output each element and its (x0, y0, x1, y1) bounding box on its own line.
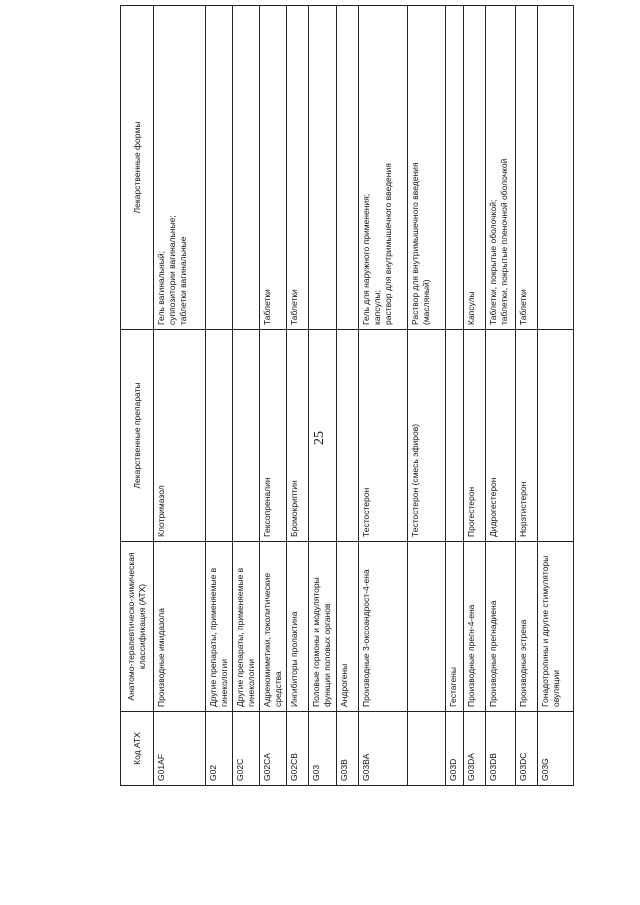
form-line: Таблетки (518, 289, 528, 325)
table-row (260, 6, 287, 786)
cell-forms (260, 6, 287, 330)
cell-code: G03 (309, 712, 337, 786)
table-row (359, 6, 408, 786)
rotated-table-container (120, 6, 604, 786)
cell-forms (464, 6, 486, 330)
form-line: Гель для наружного применения; (361, 193, 371, 325)
form-line: Таблетки (262, 289, 272, 325)
table-row (287, 6, 309, 786)
cell-forms (516, 6, 538, 330)
cell-classification: Производные прегнадиена (486, 542, 516, 712)
cell-code: G03DB (486, 712, 516, 786)
table-row (206, 6, 233, 786)
cell-drug (233, 330, 260, 542)
cell-classification: Производные имидазола (154, 542, 206, 712)
cell-code: G03BA (359, 712, 408, 786)
table-row (538, 6, 574, 786)
cell-classification: Производные 3-оксоандрост-4-ена (359, 542, 408, 712)
cell-drug: Норэтистерон (516, 330, 538, 542)
cell-classification: Половые гормоны и модуляторы функции половых органов (309, 542, 337, 712)
table-row (516, 6, 538, 786)
cell-code: G02 (206, 712, 233, 786)
table-header-row (121, 6, 154, 786)
cell-classification: Производные эстрена (516, 542, 538, 712)
table-row (486, 6, 516, 786)
cell-classification: Другие препараты, применяемые в гинекологии (206, 542, 233, 712)
cell-drug: Тестостерон (смесь эфиров) (408, 330, 446, 542)
cell-drug (309, 330, 337, 542)
table-row (309, 6, 337, 786)
cell-forms (206, 6, 233, 330)
cell-forms (287, 6, 309, 330)
cell-forms (408, 6, 446, 330)
table-row (446, 6, 464, 786)
cell-classification (408, 542, 446, 712)
cell-classification: Производные прегн-4-ена (464, 542, 486, 712)
table-row (408, 6, 446, 786)
cell-code: G02CA (260, 712, 287, 786)
cell-code: G01AF (154, 712, 206, 786)
cell-drug: Прогестерон (464, 330, 486, 542)
cell-classification: Гонадотропины и другие стимуляторы овуляции (538, 542, 574, 712)
cell-drug (337, 330, 359, 542)
cell-drug: Бромокриптин (287, 330, 309, 542)
cell-forms (233, 6, 260, 330)
cell-forms (538, 6, 574, 330)
cell-forms (154, 6, 206, 330)
form-line: суппозитории вагинальные; (167, 215, 177, 325)
form-line: таблетки, покрытые пленочной оболочкой (499, 158, 509, 325)
form-line: Гель вагинальный; (156, 251, 166, 325)
cell-code: G02C (233, 712, 260, 786)
cell-code: G03G (538, 712, 574, 786)
cell-classification: Адреномиметики, токолитические средства (260, 542, 287, 712)
header-classification: Анатомо-терапевтическо-химическая классификация (АТХ) (121, 542, 154, 712)
cell-forms (337, 6, 359, 330)
form-line: (масляный) (421, 279, 431, 325)
cell-classification: Ингибиторы пролактина (287, 542, 309, 712)
table-row (337, 6, 359, 786)
cell-code: G03D (446, 712, 464, 786)
cell-drug (206, 330, 233, 542)
cell-drug: Гексопреналин (260, 330, 287, 542)
cell-forms (486, 6, 516, 330)
form-line: Капсулы (466, 291, 476, 325)
cell-code: G03DA (464, 712, 486, 786)
form-line: капсулы; (372, 290, 382, 325)
cell-forms (446, 6, 464, 330)
cell-drug: Тестостерон (359, 330, 408, 542)
header-forms: Лекарственные формы (121, 6, 154, 330)
drug-table (120, 5, 574, 786)
cell-classification: Гестагены (446, 542, 464, 712)
cell-drug: Клотримазол (154, 330, 206, 542)
table-row (233, 6, 260, 786)
header-code: Код АТХ (121, 712, 154, 786)
cell-drug (538, 330, 574, 542)
header-drugs: Лекарственные препараты (121, 330, 154, 542)
table-row (464, 6, 486, 786)
table-row (154, 6, 206, 786)
cell-code: G03DC (516, 712, 538, 786)
form-line: раствор для внутримышечного введения (383, 163, 393, 325)
cell-code: G03B (337, 712, 359, 786)
form-line: таблетки вагинальные (178, 236, 188, 325)
cell-forms (309, 6, 337, 330)
form-line: Таблетки, покрытые оболочкой; (488, 199, 498, 325)
form-line: Таблетки (289, 289, 299, 325)
cell-code: G02CB (287, 712, 309, 786)
cell-forms (359, 6, 408, 330)
form-line: Раствор для внутримышечного введения (410, 162, 420, 325)
table-body (154, 6, 574, 786)
cell-drug: Дидрогестерон (486, 330, 516, 542)
cell-classification: Андрогены (337, 542, 359, 712)
cell-code (408, 712, 446, 786)
page-number: 25 (312, 431, 327, 445)
cell-classification: Другие препараты, применяемые в гинекологии (233, 542, 260, 712)
cell-drug (446, 330, 464, 542)
